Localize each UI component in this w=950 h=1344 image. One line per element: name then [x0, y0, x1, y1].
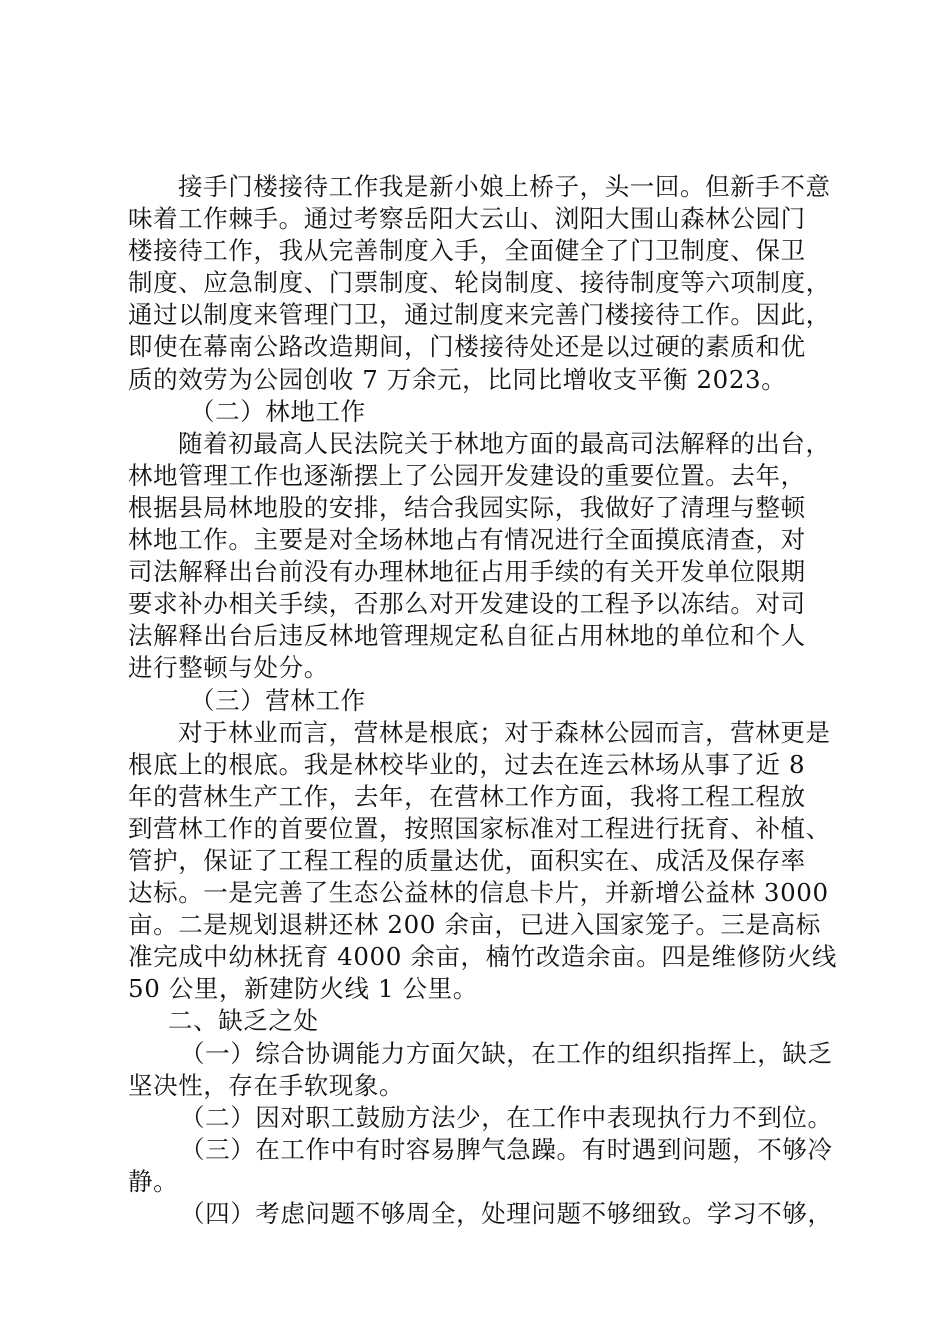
paragraph-line: 坚决性，存在手软现象。 — [128, 1070, 405, 1100]
section-heading: （三）营林工作 — [190, 685, 366, 715]
paragraph-line: 通过以制度来管理门卫，通过制度来完善门楼接待工作。因此， — [128, 300, 831, 330]
document-body — [128, 171, 840, 1230]
paragraph-line: 静。 — [128, 1166, 179, 1196]
paragraph-line: 50 公里，新建防火线 1 公里。 — [128, 974, 478, 1004]
paragraph-line: （一）综合协调能力方面欠缺，在工作的组织指挥上，缺乏 — [180, 1038, 833, 1068]
paragraph-line: 到营林工作的首要位置，按照国家标准对工程进行抚育、补植、 — [128, 813, 831, 843]
paragraph-line: 要求补办相关手续，否那么对开发建设的工程予以冻结。对司 — [128, 589, 806, 619]
paragraph-line: 准完成中幼林抚育 4000 余亩，楠竹改造余亩。四是维修防火线 — [128, 942, 838, 972]
section-heading: 二、缺乏之处 — [168, 1006, 319, 1036]
paragraph-line: 进行整顿与处分。 — [128, 653, 329, 683]
paragraph-line: 根底上的根底。我是林校毕业的，过去在连云林场从事了近 8 — [128, 749, 806, 779]
paragraph-line: 即使在幕南公路改造期间，门楼接待处还是以过硬的素质和优 — [128, 332, 806, 362]
paragraph-line: 林地管理工作也逐渐摆上了公园开发建设的重要位置。去年， — [128, 460, 806, 490]
paragraph-line: 法解释出台后违反林地管理规定私自征占用林地的单位和个人 — [128, 621, 806, 651]
paragraph-line: 根据县局林地股的安排，结合我园实际，我做好了清理与整顿 — [128, 492, 806, 522]
paragraph-line: 管护，保证了工程工程的质量达优，面积实在、成活及保存率 — [128, 845, 806, 875]
paragraph-line: 林地工作。主要是对全场林地占有情况进行全面摸底清查，对 — [128, 525, 806, 555]
paragraph-line: 达标。一是完善了生态公益林的信息卡片，并新增公益林 3000 — [128, 878, 829, 908]
paragraph-line: 制度、应急制度、门票制度、轮岗制度、接待制度等六项制度， — [128, 268, 831, 298]
paragraph-line: 亩。二是规划退耕还林 200 余亩，已进入国家笼子。三是高标 — [128, 910, 821, 940]
paragraph-line: 司法解释出台前没有办理林地征占用手续的有关开发单位限期 — [128, 557, 806, 587]
paragraph-line: （三）在工作中有时容易脾气急躁。有时遇到问题，不够冷 — [180, 1134, 833, 1164]
paragraph-line: 对于林业而言，营林是根底；对于森林公园而言，营林更是 — [178, 717, 831, 747]
paragraph-line: 随着初最高人民法院关于林地方面的最高司法解释的出台， — [178, 428, 831, 458]
paragraph-line: 味着工作棘手。通过考察岳阳大云山、浏阳大围山森林公园门 — [128, 204, 806, 234]
paragraph-line: （四）考虑问题不够周全，处理问题不够细致。学习不够， — [180, 1199, 833, 1228]
section-heading: （二）林地工作 — [190, 396, 366, 426]
paragraph-line: 质的效劳为公园创收 7 万余元，比同比增收支平衡 2023。 — [128, 364, 787, 394]
paragraph-line: 年的营林生产工作，去年，在营林工作方面，我将工程工程放 — [128, 781, 806, 811]
paragraph-line: （二）因对职工鼓励方法少，在工作中表现执行力不到位。 — [180, 1102, 833, 1132]
paragraph-line: 接手门楼接待工作我是新小娘上桥子，头一回。但新手不意 — [178, 172, 831, 201]
paragraph-line: 楼接待工作，我从完善制度入手，全面健全了门卫制度、保卫 — [128, 236, 806, 266]
